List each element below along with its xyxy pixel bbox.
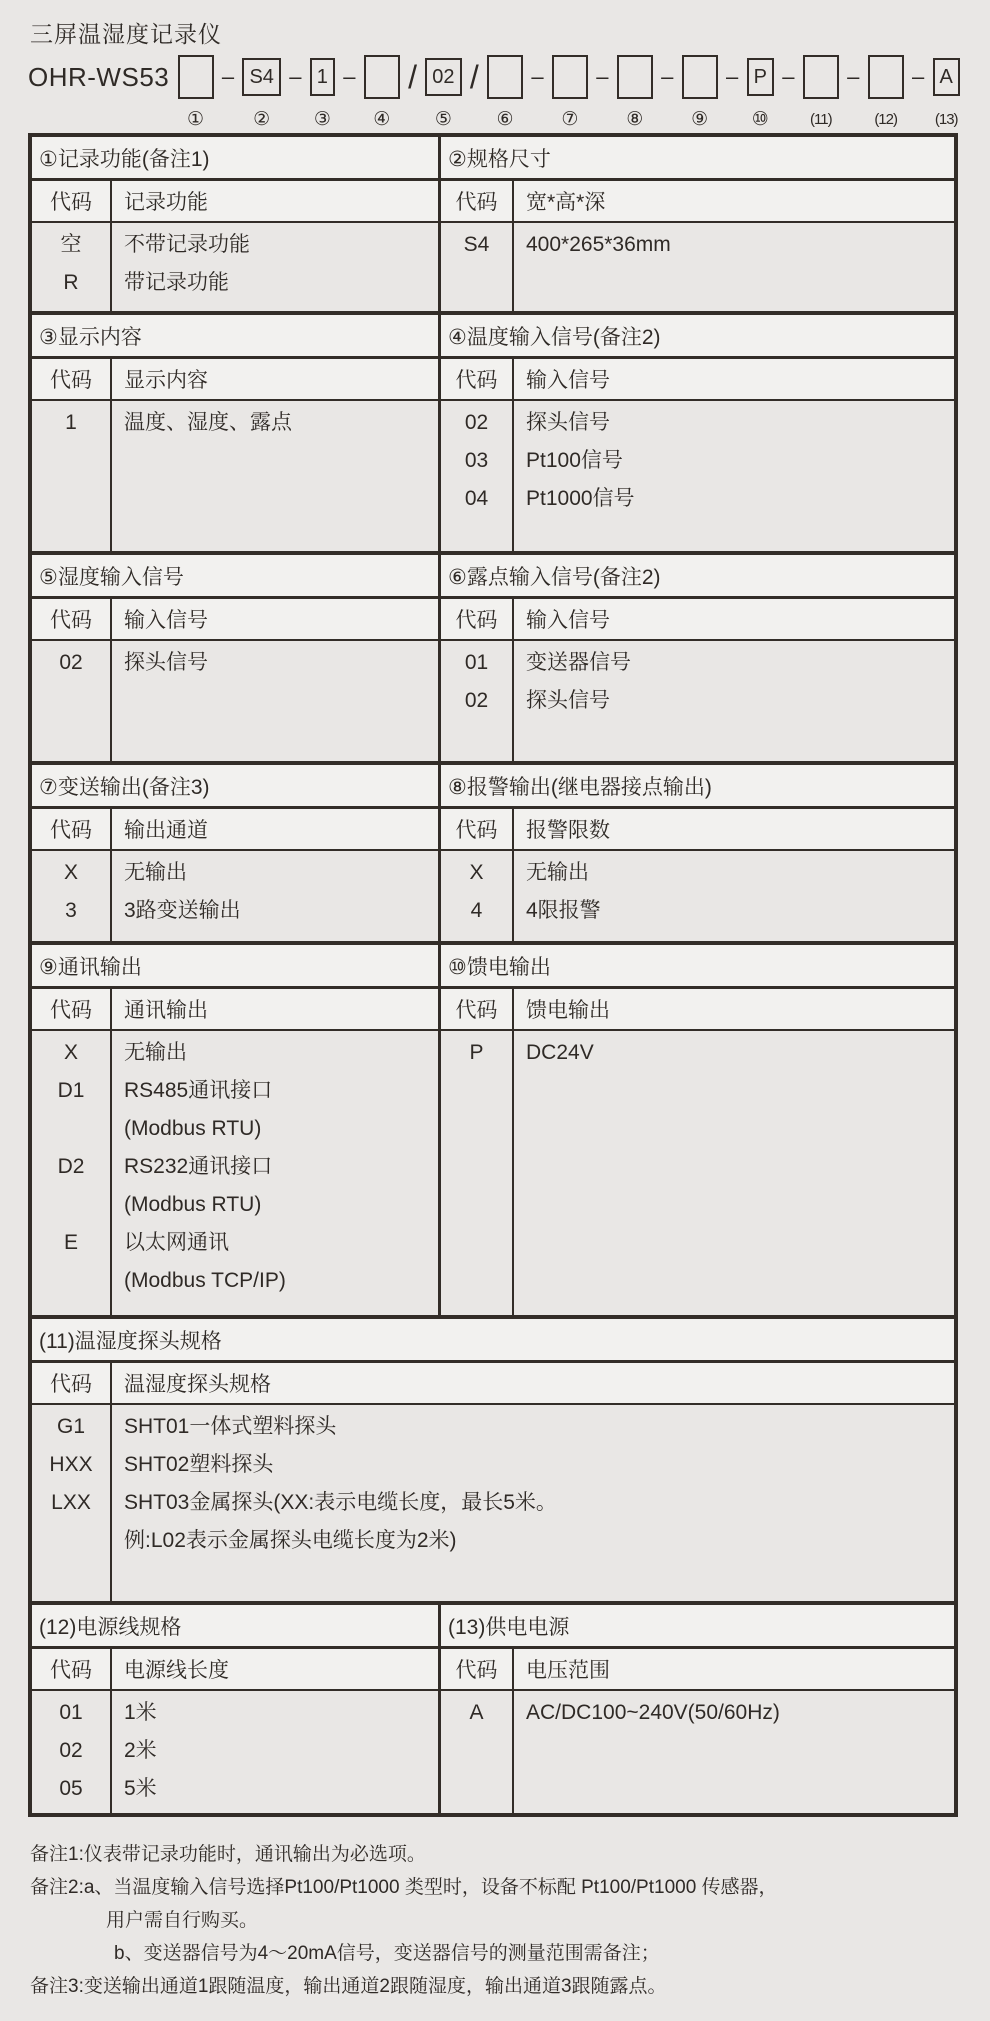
note-line-2: 备注2:a、当温度输入信号选择Pt100/Pt1000 类型时，设备不标配 Pt100/Pt1000 传感器， [30,1877,778,1898]
desc-cell: SHT01一体式塑料探头 [124,1415,337,1438]
desc-cell: 2米 [124,1739,157,1762]
code-box-wrap [868,52,904,102]
code-column [441,401,514,551]
code-box-wrap [933,52,960,102]
code-box-wrap [178,52,214,102]
desc-cell: 无输出 [124,861,187,884]
code-box-wrap [242,52,280,102]
table-body [441,1691,954,1813]
code-segment-4 [364,52,400,131]
position-number: ① [187,109,205,130]
desc-header-cell: 报警限数 [526,819,610,842]
position-number: (11) [810,111,832,128]
section-alarm-output [441,765,954,941]
code-box: A [933,58,960,96]
position-number: ⑩ [751,109,769,130]
desc-column [112,1405,954,1601]
code-cell [32,1262,110,1300]
code-column [32,1691,112,1813]
desc-cell: 无输出 [124,1041,187,1064]
desc-cell: Pt1000信号 [526,487,635,510]
note-line-5: 备注3:变送输出通道1跟随温度，输出通道2跟随湿度，输出通道3跟随露点。 [30,1976,667,1997]
column-header-row [32,1363,954,1405]
desc-cell: 探头信号 [124,651,208,674]
desc-header-cell: 温湿度探头规格 [124,1373,271,1396]
position-number: ⑤ [434,109,452,130]
desc-cell: (Modbus RTU) [124,1117,262,1140]
section-dewpoint-input [441,555,954,761]
code-header-cell: 代码 [32,359,112,399]
section-title: (13)供电电源 [441,1605,954,1649]
desc-cell: 温度、湿度、露点 [124,411,292,434]
code-segment-6 [487,52,523,131]
section-band-5 [32,941,954,1315]
code-segment-13 [933,52,960,131]
code-cell: X [63,861,78,884]
desc-cell: 例:L02表示金属探头电缆长度为2米) [124,1529,457,1552]
desc-header-cell: 记录功能 [124,191,208,214]
code-column [441,1031,514,1315]
code-box-wrap [682,52,718,102]
separator-dash: – [782,64,795,89]
code-cell: 3 [65,899,77,922]
code-cell: E [63,1231,78,1254]
code-cell: S4 [463,233,490,256]
code-header-cell: 代码 [441,809,514,849]
code-box [803,55,839,99]
position-number: ⑨ [691,109,709,130]
code-header-cell: 代码 [441,599,514,639]
code-header-cell: 代码 [32,1649,112,1689]
code-cell: 01 [59,1701,83,1724]
position-number: ④ [373,109,391,130]
column-header-row [441,181,954,223]
code-header-cell: 代码 [441,359,514,399]
code-cell: LXX [51,1491,91,1514]
code-cell: R [63,271,79,294]
model-prefix: OHR-WS53 [28,61,170,92]
desc-header-cell: 电压范围 [526,1659,610,1682]
code-cell [32,1186,110,1224]
code-box [487,55,523,99]
model-code-line [28,52,960,131]
desc-column [112,851,438,941]
desc-header-cell: 输入信号 [124,609,208,632]
code-cell: 02 [464,411,489,434]
column-header-row [32,989,438,1031]
desc-cell: RS485通讯接口 [124,1079,273,1102]
code-box-wrap [747,52,774,102]
code-segment-1 [178,52,214,131]
desc-header-cell: 输入信号 [526,369,610,392]
table-body [32,223,438,311]
section-title: ⑨通讯输出 [32,945,438,989]
code-box [617,55,653,99]
column-header-row [441,1649,954,1691]
section-title: ④温度输入信号(备注2) [441,315,954,359]
section-power-cord [32,1605,441,1813]
code-cell: 02 [59,651,83,674]
column-header-row [441,599,954,641]
section-record-function [32,137,441,311]
code-cell: 03 [464,449,489,472]
separator-dash: – [343,64,356,89]
note-line-1: 备注1:仪表带记录功能时，通讯输出为必选项。 [30,1844,426,1865]
code-column [441,1691,514,1813]
code-cell: 01 [464,651,489,674]
section-comm-output [32,945,441,1315]
desc-cell: DC24V [526,1041,594,1064]
section-title: (11)温湿度探头规格 [32,1319,954,1363]
position-number: ③ [313,109,331,130]
column-header-row [441,989,954,1031]
code-box [868,55,904,99]
code-column [441,851,514,941]
code-box: 1 [310,58,335,96]
desc-cell: 带记录功能 [124,271,229,294]
section-title: ⑤湿度输入信号 [32,555,438,599]
code-cell: G1 [56,1415,85,1438]
code-box [178,55,214,99]
column-header-row [32,181,438,223]
code-box: 02 [425,58,461,96]
desc-column [514,641,954,761]
section-band-7 [32,1601,954,1813]
code-cell: A [469,1701,484,1724]
code-box [552,55,588,99]
position-number: (13) [934,111,958,128]
desc-column [514,401,954,551]
code-header-cell: 代码 [32,181,112,221]
desc-cell: SHT03金属探头(XX:表示电缆长度，最长5米。 [124,1491,557,1514]
code-cell: P [469,1041,484,1064]
code-cell [32,1110,110,1148]
code-segment-11 [803,52,839,131]
desc-cell: 不带记录功能 [124,233,250,256]
desc-cell: 以太网通讯 [124,1231,229,1254]
desc-header-cell: 输出通道 [124,819,208,842]
code-segment-7 [552,52,588,131]
desc-column [112,641,438,761]
code-column [32,851,112,941]
section-feed-output [441,945,954,1315]
position-number: ② [253,109,271,130]
table-body [32,1031,438,1315]
section-temp-input [441,315,954,551]
separator-slash: / [408,58,417,95]
code-box-wrap [617,52,653,102]
separator-dash: – [726,64,739,89]
code-header-cell: 代码 [32,989,112,1029]
code-column [441,641,514,761]
code-column [32,1031,112,1315]
code-segment-3 [310,52,335,131]
code-header-cell: 代码 [32,809,112,849]
separator-dash: – [221,64,235,89]
code-cell: 02 [59,1739,83,1762]
desc-cell: Pt100信号 [526,449,623,472]
page-title: 三屏温湿度记录仪 [30,21,222,47]
table-body [441,851,954,941]
separator-dash: – [531,64,544,89]
code-box [364,55,400,99]
desc-cell: SHT02塑料探头 [124,1453,274,1476]
code-cell: D1 [57,1079,85,1102]
column-header-row [441,809,954,851]
desc-column [514,1031,954,1315]
table-body [32,401,438,551]
desc-cell: (Modbus TCP/IP) [124,1269,286,1292]
code-segment-9 [682,52,718,131]
separator-dash: – [911,64,925,89]
separator-dash: – [847,64,860,89]
desc-column [112,1691,438,1813]
code-segment-10 [747,52,774,131]
code-cell: 02 [464,689,489,712]
table-body [32,1405,954,1601]
separator-dash: – [661,64,674,89]
position-number: (12) [874,111,897,128]
code-box-wrap [552,52,588,102]
table-body [32,851,438,941]
desc-cell: 1米 [124,1701,157,1724]
code-box-wrap [310,52,335,102]
desc-header-cell: 显示内容 [124,369,208,392]
code-segment-5 [425,52,461,131]
code-column [32,401,112,551]
code-cell: HXX [49,1453,93,1476]
code-cell: 05 [59,1777,83,1800]
code-header-cell: 代码 [441,181,514,221]
code-cell [32,1522,110,1560]
desc-header-cell: 馈电输出 [526,999,610,1022]
column-header-row [32,1649,438,1691]
desc-cell: 400*265*36mm [526,233,671,256]
code-cell: 4 [470,899,483,922]
desc-header-cell: 输入信号 [526,609,610,632]
position-number: ⑥ [496,109,514,130]
code-segment-8 [617,52,653,131]
column-header-row [441,359,954,401]
code-box: S4 [242,58,280,96]
desc-column [112,1031,438,1315]
desc-cell: 4限报警 [526,899,601,922]
desc-column [112,401,438,551]
separator-dash: – [289,64,302,89]
code-header-cell: 代码 [32,599,112,639]
table-body [32,1691,438,1813]
table-body [441,401,954,551]
table-body [441,1031,954,1315]
section-humidity-input [32,555,441,761]
code-segment-12 [868,52,904,131]
code-column [32,1405,112,1601]
footnotes [30,1838,960,2003]
section-display-content [32,315,441,551]
section-band-2 [32,311,954,551]
desc-cell: 无输出 [526,861,589,884]
section-dimensions [441,137,954,311]
section-title: ③显示内容 [32,315,438,359]
code-header-cell: 代码 [441,989,514,1029]
code-column [441,223,514,311]
section-title: (12)电源线规格 [32,1605,438,1649]
section-band-1 [32,137,954,311]
section-band-3 [32,551,954,761]
section-title: ⑧报警输出(继电器接点输出) [441,765,954,809]
position-number: ⑦ [561,109,579,130]
table-body [32,641,438,761]
code-box-wrap [803,52,839,102]
desc-header-cell: 通讯输出 [124,999,208,1022]
code-header-cell: 代码 [32,1363,112,1403]
code-box-wrap [487,52,523,102]
code-column [32,223,112,311]
section-power-supply [441,1605,954,1813]
code-header-cell: 代码 [441,1649,514,1689]
section-title: ⑥露点输入信号(备注2) [441,555,954,599]
table-body [441,223,954,311]
desc-cell: 探头信号 [526,689,610,712]
code-box [682,55,718,99]
section-title: ⑦变送输出(备注3) [32,765,438,809]
code-box-wrap [425,52,461,102]
position-number: ⑧ [626,109,644,130]
section-band-6 [32,1315,954,1601]
desc-cell: AC/DC100~240V(50/60Hz) [526,1701,780,1724]
desc-header-cell: 电源线长度 [124,1659,229,1682]
spec-table [28,133,958,1817]
section-transmit-output [32,765,441,941]
separator-dash: – [596,64,609,89]
code-cell: X [63,1041,78,1064]
note-line-3: 用户需自行购买。 [106,1910,259,1931]
code-cell: 空 [60,233,82,256]
note-line-4: b、变送器信号为4～20mA信号，变送器信号的测量范围需备注； [114,1943,660,1964]
desc-cell: 3路变送输出 [124,899,241,922]
code-box: P [747,58,774,96]
desc-cell: 5米 [124,1777,157,1800]
desc-column [514,851,954,941]
table-body [441,641,954,761]
desc-cell: 探头信号 [526,411,610,434]
section-title: ①记录功能(备注1) [32,137,438,181]
separator-slash: / [469,58,479,95]
desc-cell: 变送器信号 [526,651,631,674]
column-header-row [32,809,438,851]
code-segment-2 [242,52,280,131]
code-box-wrap [364,52,400,102]
code-cell: 04 [464,487,489,510]
desc-header-cell: 宽*高*深 [526,191,606,214]
code-cell: X [469,861,484,884]
code-cell: D2 [57,1155,85,1178]
section-probe-spec [32,1319,954,1601]
section-title: ⑩馈电输出 [441,945,954,989]
section-title: ②规格尺寸 [441,137,954,181]
desc-column [514,223,954,311]
code-column [32,641,112,761]
desc-cell: (Modbus RTU) [124,1193,262,1216]
desc-cell: RS232通讯接口 [124,1155,273,1178]
column-header-row [32,359,438,401]
column-header-row [32,599,438,641]
code-cell: 1 [65,411,77,434]
section-band-4 [32,761,954,941]
desc-column [112,223,438,311]
desc-column [514,1691,954,1813]
